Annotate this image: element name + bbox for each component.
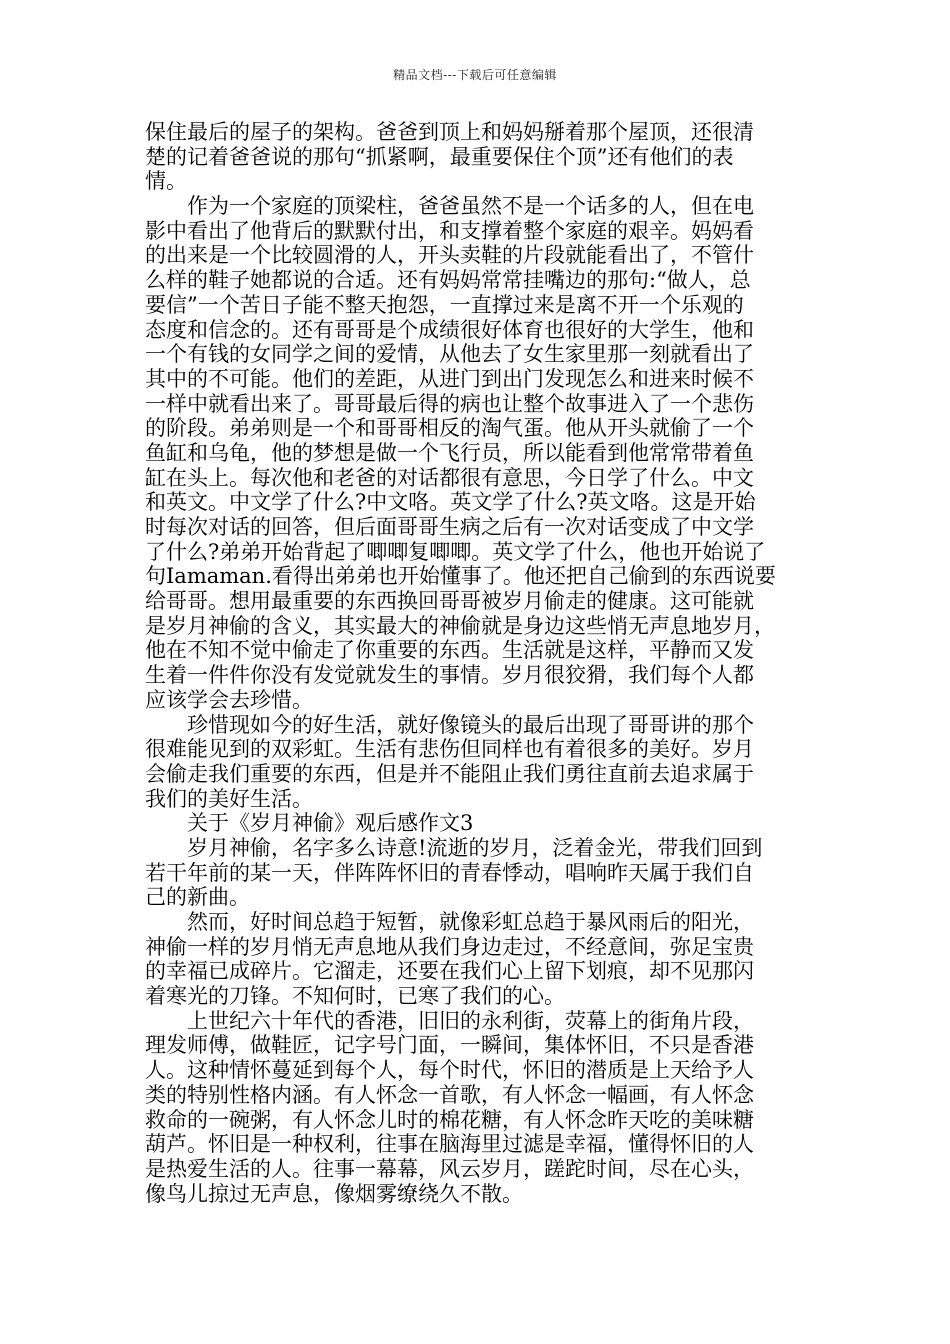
text-line: 影中看出了他背后的默默付出，和支撑着整个家庭的艰辛。妈妈看 — [145, 218, 754, 243]
text-line: 葫芦。怀旧是一种权利，往事在脑海里过滤是幸福，懂得怀旧的人 — [145, 1132, 754, 1157]
text-line: 是岁月神偷的含义，其实最大的神偷就是身边这些悄无声息地岁月， — [145, 613, 775, 638]
text-line: 类的特别性格内涵。有人怀念一首歌，有人怀念一幅画，有人怀念 — [145, 1082, 754, 1107]
text-line: 保住最后的屋子的架构。爸爸到顶上和妈妈掰着那个屋顶，还很清 — [145, 120, 754, 144]
text-line: 么样的鞋子她都说的合适。还有妈妈常常挂嘴边的那句:“做人，总 — [145, 268, 751, 293]
text-line: 若干年前的某一天，伴阵阵怀旧的青春悸动，唱响昨天属于我们自 — [145, 860, 754, 885]
text-line: 时每次对话的回答，但后面哥哥生病之后有一次对话变成了中文学 — [145, 515, 754, 539]
text-line: 关于《岁月神偷》观后感作文3 — [187, 811, 474, 836]
text-line: 是热爱生活的人。往事一幕幕，风云岁月，蹉跎时间，尽在心头， — [145, 1156, 754, 1181]
document-body — [145, 120, 810, 1206]
text-line: 态度和信念的。还有哥哥是个成绩很好体育也很好的大学生，他和 — [145, 317, 754, 342]
text-line: 鱼缸和乌龟，他的梦想是做一个飞行员，所以能看到他常常带着鱼 — [145, 440, 754, 465]
text-line: 和英文。中文学了什么?中文咯。英文学了什么?英文咯。这是开始 — [145, 490, 756, 515]
text-line: 楚的记着爸爸说的那句“抓紧啊，最重要保住个顶”还有他们的表 — [145, 144, 734, 169]
text-line: 的出来是一个比较圆滑的人，开头卖鞋的片段就能看出了，不管什 — [145, 243, 754, 268]
text-line: 作为一个家庭的顶梁柱，爸爸虽然不是一个话多的人，但在电 — [187, 194, 754, 219]
text-line: 一个有钱的女同学之间的爱情，从他去了女生家里那一刻就看出了 — [145, 342, 754, 367]
text-line: 岁月神偷，名字多么诗意!流逝的岁月，泛着金光，带我们回到 — [187, 835, 763, 860]
text-line: 很难能见到的双彩虹。生活有悲伤但同样也有着很多的美好。岁月 — [145, 737, 754, 762]
text-line: 句Iamaman.看得出弟弟也开始懂事了。他还把自己偷到的东西说要 — [145, 564, 776, 589]
text-line: 理发师傅，做鞋匠，记字号门面，一瞬间，集体怀旧，不只是香港 — [145, 1033, 754, 1058]
text-line: 要信”一个苦日子能不整天抱怨，一直撑过来是离不开一个乐观的 — [145, 292, 744, 317]
page-header: 精品文档---下载后可任意编辑 — [393, 68, 557, 82]
text-line: 给哥哥。想用最重要的东西换回哥哥被岁月偷走的健康。这可能就 — [145, 589, 754, 614]
text-line: 生着一件件你没有发觉就发生的事情。岁月很狡猾，我们每个人都 — [145, 663, 754, 688]
text-line: 己的新曲。 — [145, 885, 250, 910]
text-line: 缸在头上。每次他和老爸的对话都很有意思，今日学了什么。中文 — [145, 465, 754, 490]
text-line: 珍惜现如今的好生活，就好像镜头的最后出现了哥哥讲的那个 — [187, 712, 754, 737]
text-line: 神偷一样的岁月悄无声息地从我们身边走过，不经意间，弥足宝贵 — [145, 934, 754, 959]
text-line: 他在不知不觉中偷走了你重要的东西。生活就是这样，平静而又发 — [145, 638, 754, 663]
text-line: 一样中就看出来了。哥哥最后得的病也让整个故事进入了一个悲伤 — [145, 391, 754, 416]
text-line: 人。这种情怀蔓延到每个人，每个时代，怀旧的潜质是上天给予人 — [145, 1058, 754, 1083]
text-line: 会偷走我们重要的东西，但是并不能阻止我们勇往直前去追求属于 — [145, 761, 754, 786]
text-line: 上世纪六十年代的香港，旧旧的永利街，荧幕上的街角片段， — [187, 1008, 754, 1033]
text-line: 救命的一碗粥，有人怀念儿时的棉花糖，有人怀念昨天吃的美味糖 — [145, 1107, 754, 1132]
text-line: 的阶段。弟弟则是一个和哥哥相反的淘气蛋。他从开头就偷了一个 — [145, 416, 754, 441]
text-line: 了什么?弟弟开始背起了唧唧复唧唧。英文学了什么，他也开始说了 — [145, 539, 766, 564]
text-line: 我们的美好生活。 — [145, 786, 313, 811]
text-line: 然而，好时间总趋于短暂，就像彩虹总趋于暴风雨后的阳光， — [187, 910, 754, 934]
text-line: 应该学会去珍惜。 — [145, 687, 313, 712]
text-line: 情。 — [145, 169, 187, 194]
text-line: 像鸟儿掠过无声息，像烟雾缭绕久不散。 — [145, 1181, 523, 1206]
text-line: 其中的不可能。他们的差距，从进门到出门发现怎么和进来时候不 — [145, 366, 754, 391]
text-line: 着寒光的刀锋。不知何时，已寒了我们的心。 — [145, 984, 565, 1009]
text-line: 的幸福已成碎片。它溜走，还要在我们心上留下划痕，却不见那闪 — [145, 959, 754, 984]
